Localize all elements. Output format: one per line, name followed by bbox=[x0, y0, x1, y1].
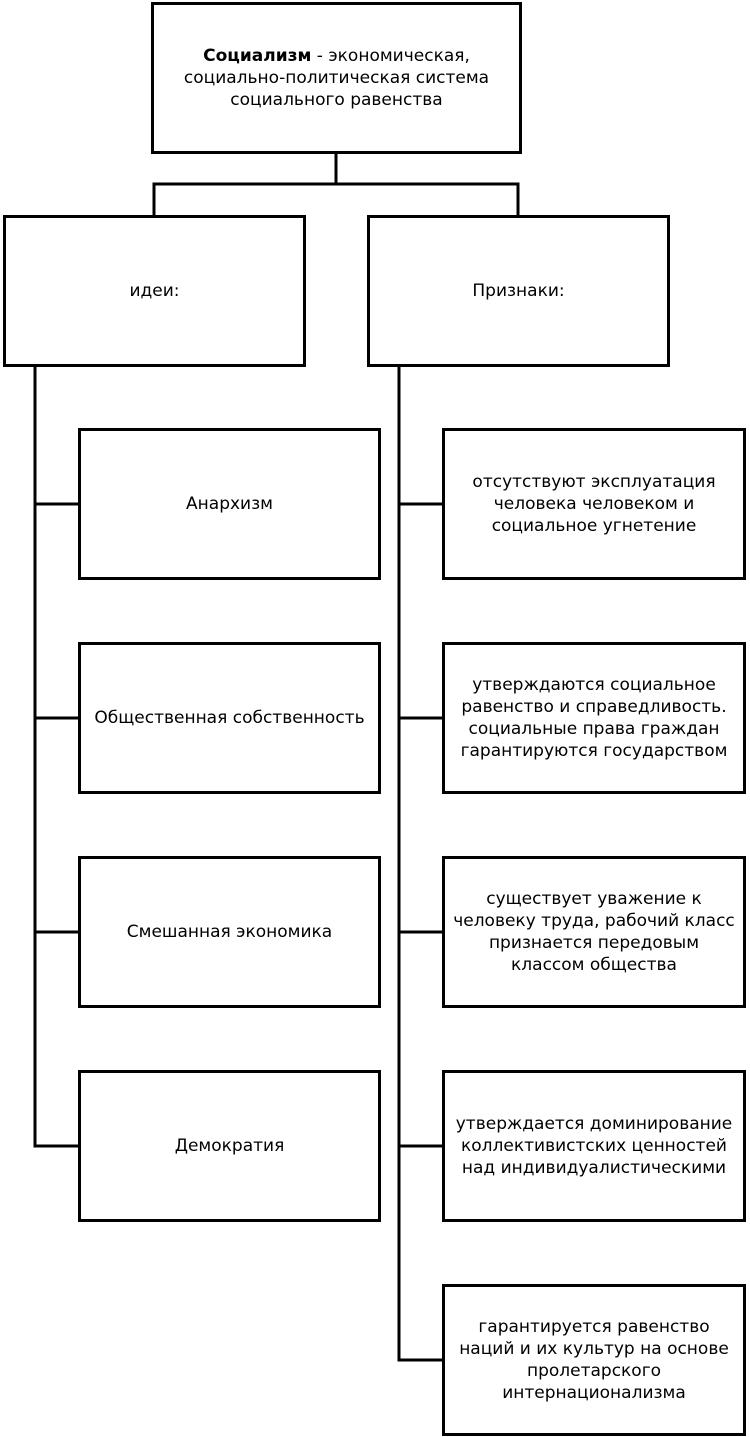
ideas-label: идеи: bbox=[129, 281, 180, 301]
feature-node-collectivism bbox=[442, 1070, 746, 1222]
idea-node-mixed-economy bbox=[78, 856, 381, 1008]
root-node bbox=[151, 2, 522, 154]
ideas-node bbox=[3, 215, 306, 367]
features-label: Признаки: bbox=[472, 281, 565, 301]
feature-label: отсутствуют эксплуатация человека человеком и социальное угнетение bbox=[472, 472, 716, 536]
feature-node-labor-respect bbox=[442, 856, 746, 1008]
features-node bbox=[367, 215, 670, 367]
feature-node-nations-equality bbox=[442, 1284, 746, 1436]
feature-node-no-exploitation bbox=[442, 428, 746, 580]
root-title-rest: - экономическая, социально-политическая система социального равенства bbox=[183, 46, 490, 110]
feature-label: гарантируется равенство наций и их культур на основе пролетарского интернационализма bbox=[459, 1317, 729, 1403]
root-title bbox=[168, 45, 505, 111]
idea-label: Общественная собственность bbox=[94, 708, 365, 728]
idea-node-public-property bbox=[78, 642, 381, 794]
feature-label: утверждается доминирование коллективистских ценностей над индивидуалистическими bbox=[455, 1114, 733, 1178]
feature-label: существует уважение к человеку труда, рабочий класс признается передовым классом общества bbox=[453, 889, 735, 975]
root-title-bold: Социализм bbox=[203, 46, 312, 66]
idea-node-democracy bbox=[78, 1070, 381, 1222]
idea-node-anarchism bbox=[78, 428, 381, 580]
idea-label: Демократия bbox=[174, 1136, 285, 1156]
feature-node-social-equality bbox=[442, 642, 746, 794]
idea-label: Анархизм bbox=[186, 494, 273, 514]
feature-label: утверждаются социальное равенство и справедливость. социальные права граждан гарантируются государством bbox=[460, 675, 728, 761]
idea-label: Смешанная экономика bbox=[126, 922, 333, 942]
